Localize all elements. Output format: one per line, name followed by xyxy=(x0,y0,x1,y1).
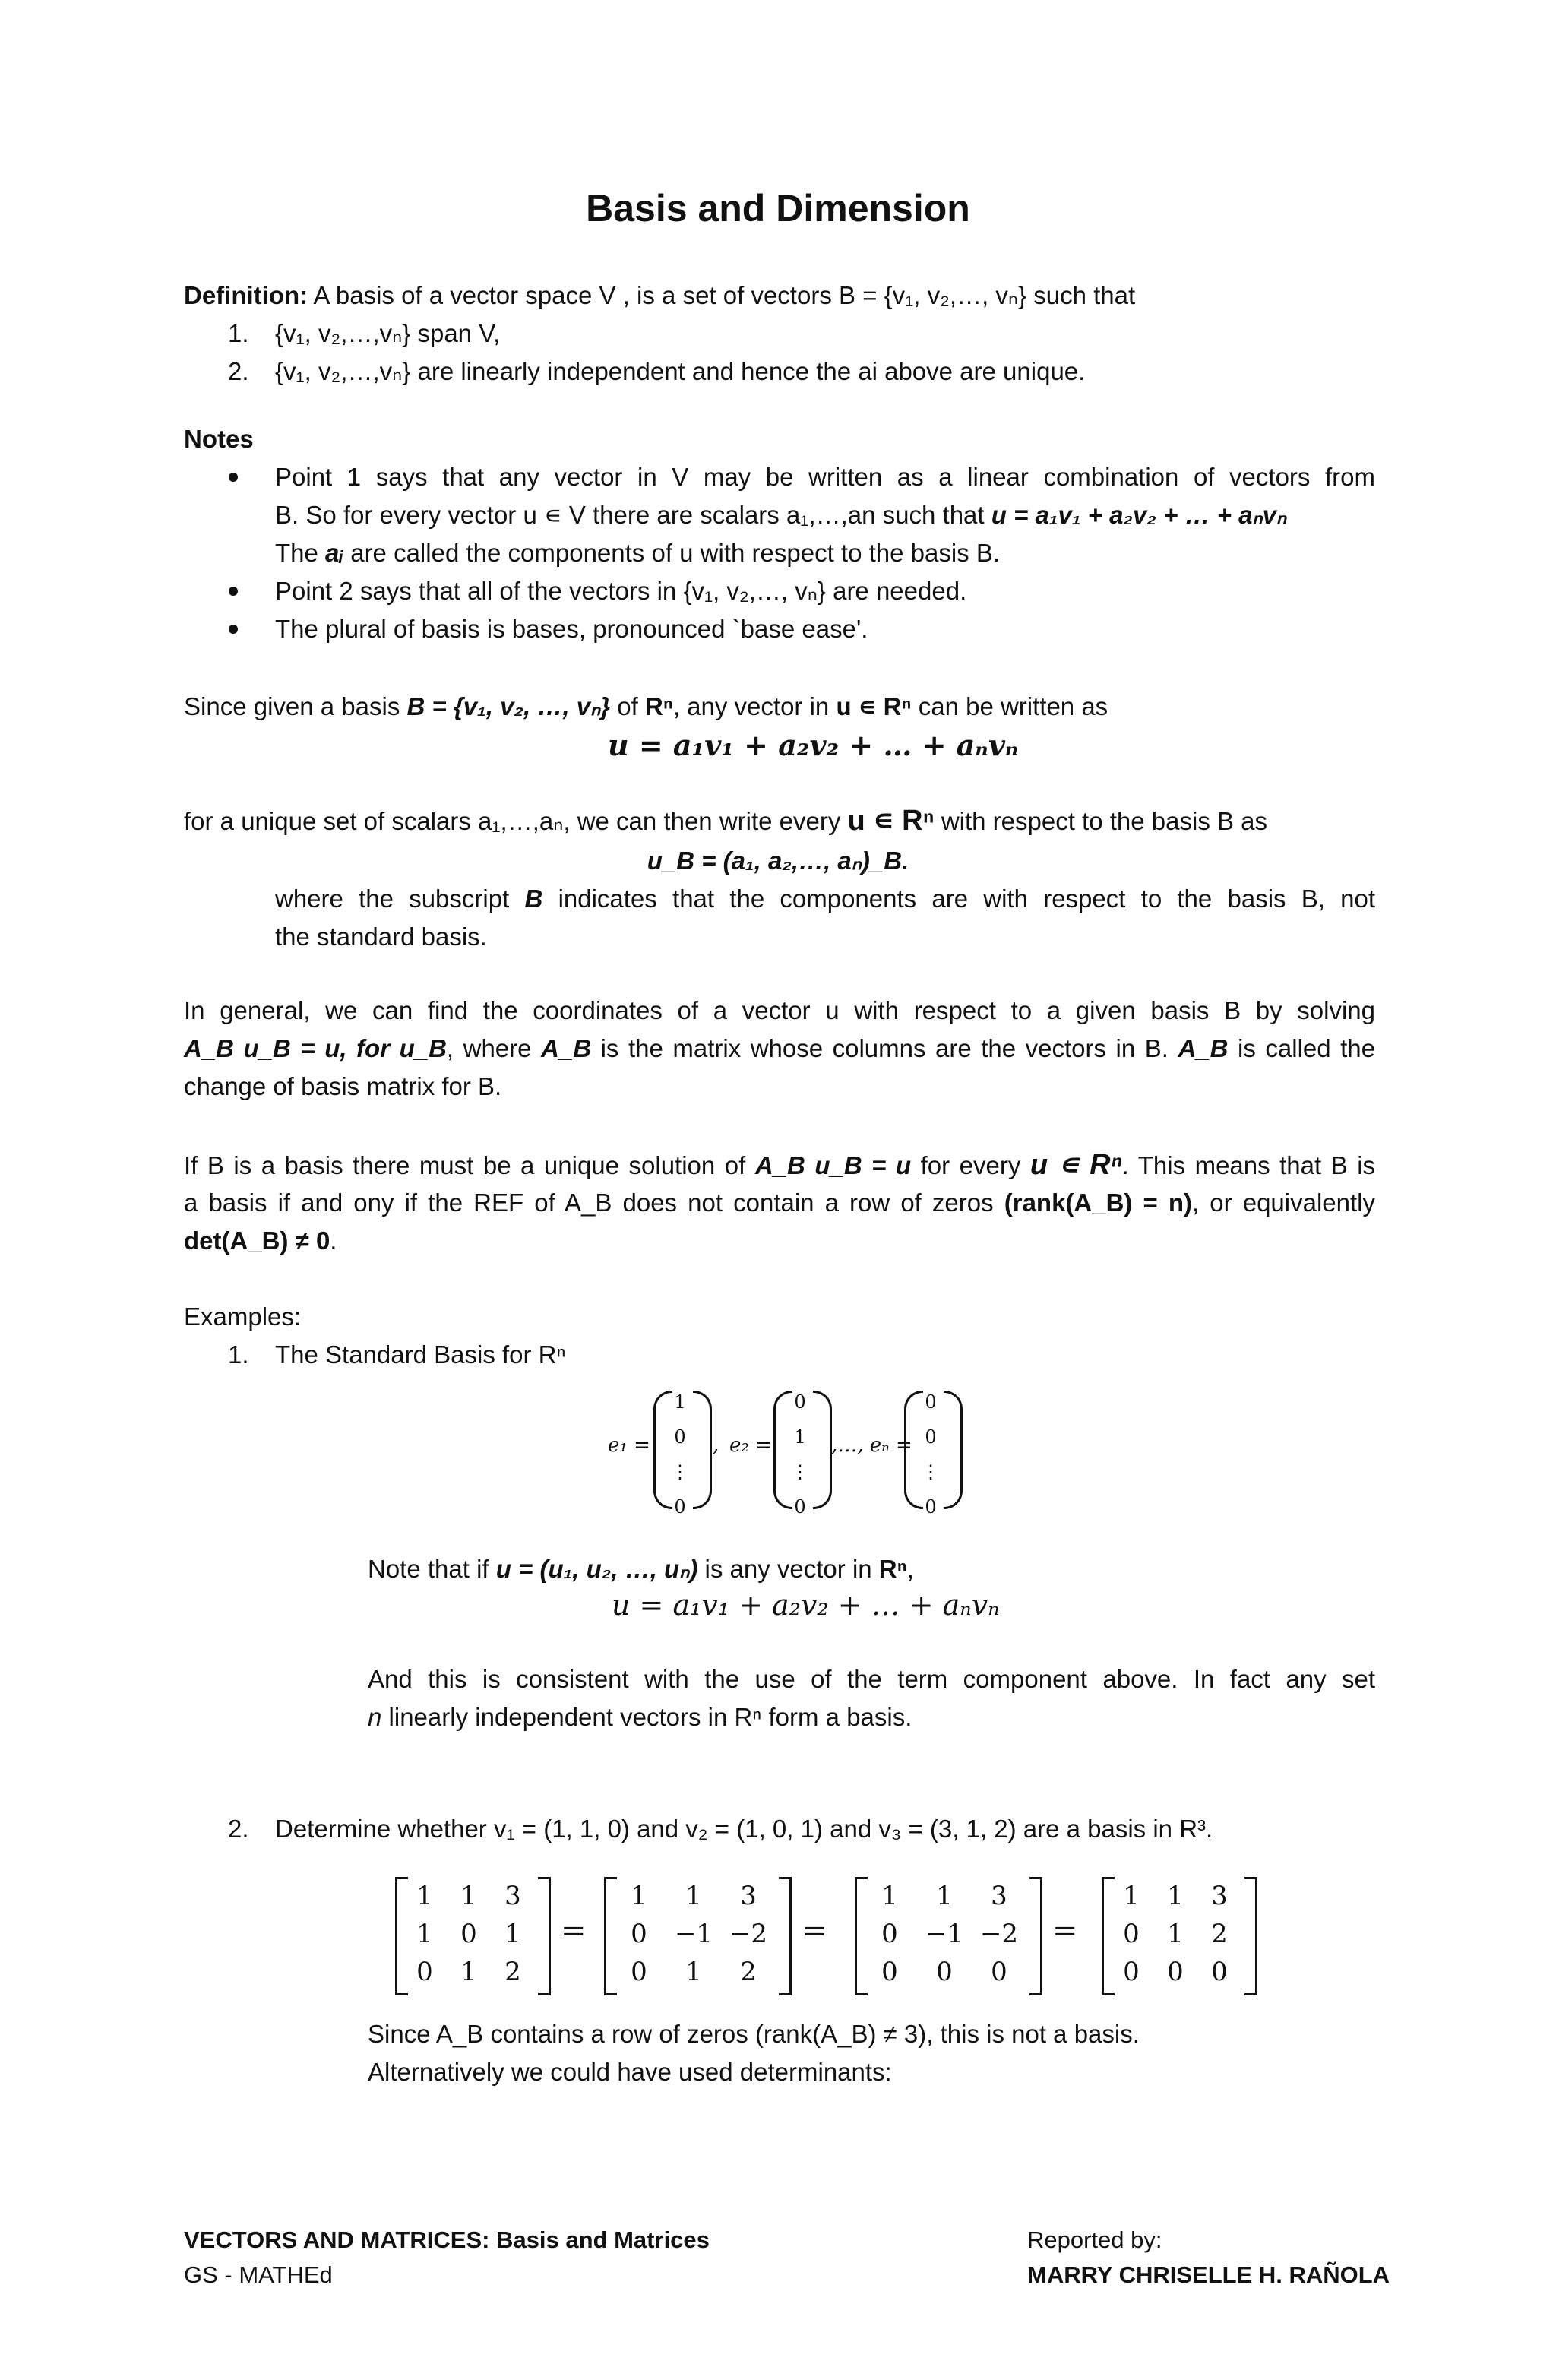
definition-paragraph xyxy=(184,277,1135,315)
matrix-3-cell-1-3: 3 xyxy=(991,1881,1007,1911)
footer-reported-by: Reported by: xyxy=(1027,2227,1162,2253)
e1-label: e₁ = xyxy=(608,1434,650,1457)
matrix-2-cell-2-3: −2 xyxy=(729,1919,768,1949)
consistent-line-2: n linearly independent vectors in Rⁿ form a basis. xyxy=(368,1703,912,1731)
matrix-3-cell-3-3: 0 xyxy=(991,1957,1007,1987)
matrix-4-cell-1-3: 3 xyxy=(1211,1881,1228,1911)
matrix-1-right-bracket xyxy=(538,1877,551,1995)
consistent-line-1: And this is consistent with the use of the term component above. In fact any set xyxy=(368,1665,1375,1693)
matrix-1-cell-2-3: 1 xyxy=(504,1919,521,1949)
matrix-4-cell-3-3: 0 xyxy=(1211,1957,1228,1987)
matrix-2-cell-3-1: 0 xyxy=(631,1957,647,1987)
note-1-line-2: B. So for every vector u ∊ V there are scalars a₁,…,an such that u = a₁v₁ + a₂v₂ + … + aₙvₙ xyxy=(275,501,1287,529)
definition-item-2: {v₁, v₂,…,vₙ} are linearly independent and hence the ai above are unique. xyxy=(275,357,1086,385)
examples-heading: Examples: xyxy=(184,1302,302,1331)
definition-text: A basis of a vector space V , is a set of vectors B = {v₁, v₂,…, vₙ} such that xyxy=(313,281,1136,309)
matrix-4-right-bracket xyxy=(1244,1877,1257,1995)
e2-label: e₂ = xyxy=(729,1434,772,1457)
note-line: Note that if u = (u₁, u₂, …, uₙ) is any vector in Rⁿ, xyxy=(368,1555,914,1583)
matrix-1-cell-3-3: 2 xyxy=(504,1957,521,1987)
separator-comma: , xyxy=(713,1434,719,1457)
matrix-1-cell-2-2: 0 xyxy=(460,1919,477,1949)
note-1-formula: u = a₁v₁ + a₂v₂ + … + aₙvₙ xyxy=(991,501,1287,529)
equals-sign-2: = xyxy=(802,1913,827,1948)
footer-course-title: VECTORS AND MATRICES: Basis and Matrices xyxy=(184,2227,710,2253)
note-2: Point 2 says that all of the vectors in {v₁, v₂,…, vₙ} are needed. xyxy=(275,577,967,605)
matrix-1-cell-1-3: 3 xyxy=(504,1881,521,1911)
matrix-2-cell-1-1: 1 xyxy=(631,1881,647,1911)
equals-sign-1: = xyxy=(561,1913,587,1948)
example-1-text: The Standard Basis for Rⁿ xyxy=(275,1340,566,1369)
where-line-2: the standard basis. xyxy=(275,923,487,951)
footer-program: GS - MATHEd xyxy=(184,2261,333,2288)
matrix-1-cell-1-2: 1 xyxy=(460,1881,477,1911)
equals-sign-3: = xyxy=(1052,1913,1078,1948)
conclusion-line-2: Alternatively we could have used determinants: xyxy=(368,2058,892,2086)
matrix-3-cell-1-2: 1 xyxy=(936,1881,953,1911)
bullet-2 xyxy=(229,587,238,596)
notes-heading: Notes xyxy=(184,425,254,453)
matrix-2-cell-2-2: −1 xyxy=(674,1919,713,1949)
definition-item-1: {v₁, v₂,…,vₙ} span V, xyxy=(275,319,501,347)
where-line-1: where the subscript B indicates that the components are with respect to the basis B, not xyxy=(275,885,1376,913)
general-line-3: change of basis matrix for B. xyxy=(184,1072,502,1100)
matrix-2-cell-2-1: 0 xyxy=(631,1919,647,1949)
note-equation: u = a₁v₁ + a₂v₂ + … + aₙvₙ xyxy=(612,1588,1000,1622)
conclusion-line-1: Since A_B contains a row of zeros (rank(A_B) ≠ 3), this is not a basis. xyxy=(368,2020,1140,2048)
en-vector: 0 0 ⋮ 0 xyxy=(922,1391,940,1518)
general-line-1: In general, we can find the coordinates of a vector u with respect to a given basis B by solving xyxy=(184,996,1375,1024)
example-1-num: 1. xyxy=(228,1340,249,1369)
e1-right-paren xyxy=(693,1391,712,1509)
example-2-text: Determine whether v₁ = (1, 1, 0) and v₂ = (1, 0, 1) and v₃ = (3, 1, 2) are a basis in R³. xyxy=(275,1815,1213,1843)
e2-right-paren xyxy=(813,1391,832,1509)
footer-reporter-name: MARRY CHRISELLE H. RAÑOLA xyxy=(1027,2261,1390,2288)
matrix-1-cell-3-2: 1 xyxy=(460,1957,477,1987)
matrix-4-cell-2-3: 2 xyxy=(1211,1919,1228,1949)
page-title: Basis and Dimension xyxy=(586,187,970,229)
e2-vector: 0 1 ⋮ 0 xyxy=(791,1391,809,1518)
ifb-line-2: a basis if and ony if the REF of A_B does not contain a row of zeros (rank(A_B) = n), or equivalently xyxy=(184,1188,1376,1217)
matrix-3-cell-2-2: −1 xyxy=(925,1919,964,1949)
matrix-1-cell-2-1: 1 xyxy=(416,1919,433,1949)
matrix-1-cell-1-1: 1 xyxy=(416,1881,433,1911)
general-line-2: A_B u_B = u, for u_B, where A_B is the matrix whose columns are the vectors in B. A_B is called the xyxy=(184,1034,1376,1062)
matrix-2-cell-3-2: 1 xyxy=(685,1957,702,1987)
en-label: ,…, eₙ = xyxy=(831,1434,912,1457)
matrix-4-cell-2-2: 1 xyxy=(1167,1919,1184,1949)
matrix-3-cell-3-2: 0 xyxy=(936,1957,953,1987)
since-line-1: Since given a basis B = {v₁, v₂, …, vₙ} of Rⁿ, any vector in u ∊ Rⁿ can be written as xyxy=(184,692,1108,720)
matrix-2-cell-1-2: 1 xyxy=(685,1881,702,1911)
matrix-4-cell-3-1: 0 xyxy=(1123,1957,1140,1987)
matrix-2-cell-1-3: 3 xyxy=(740,1881,757,1911)
matrix-2-right-bracket xyxy=(779,1877,792,1995)
bullet-1 xyxy=(229,473,238,482)
definition-label: Definition: xyxy=(184,281,308,309)
note-3: The plural of basis is bases, pronounced `base ease'. xyxy=(275,615,868,643)
matrix-3-cell-2-1: 0 xyxy=(881,1919,898,1949)
matrix-4-cell-3-2: 0 xyxy=(1167,1957,1184,1987)
matrix-3-cell-2-3: −2 xyxy=(979,1919,1019,1949)
matrix-4-cell-2-1: 0 xyxy=(1123,1919,1140,1949)
basis-equation: u = a₁v₁ + a₂v₂ + … + aₙvₙ xyxy=(608,728,1019,762)
ifb-line-1: If B is a basis there must be a unique solution of A_B u_B = u for every u ∊ Rⁿ. This means that B is xyxy=(184,1149,1376,1181)
coordinate-equation: u_B = (a₁, a₂,…, aₙ)_B. xyxy=(647,847,909,875)
matrix-3-right-bracket xyxy=(1029,1877,1042,1995)
matrix-4-cell-1-1: 1 xyxy=(1123,1881,1140,1911)
matrix-3-cell-3-1: 0 xyxy=(881,1957,898,1987)
definition-item-2-num: 2. xyxy=(228,357,249,385)
matrix-4-cell-1-2: 1 xyxy=(1167,1881,1184,1911)
note-1-line-3: The aᵢ are called the components of u with respect to the basis B. xyxy=(275,539,1001,567)
bullet-3 xyxy=(229,625,238,634)
matrix-2-cell-3-3: 2 xyxy=(740,1957,757,1987)
en-right-paren xyxy=(944,1391,963,1509)
matrix-3-cell-1-1: 1 xyxy=(881,1881,898,1911)
ifb-line-3: det(A_B) ≠ 0. xyxy=(184,1226,337,1255)
e1-vector: 1 0 ⋮ 0 xyxy=(671,1391,689,1518)
definition-item-1-num: 1. xyxy=(228,319,249,347)
matrix-1-cell-3-1: 0 xyxy=(416,1957,433,1987)
example-2-num: 2. xyxy=(228,1815,249,1843)
since-line-2: for a unique set of scalars a₁,…,aₙ, we can then write every u ∊ Rⁿ with respect to the basis B as xyxy=(184,805,1268,837)
note-1-line-1: Point 1 says that any vector in V may be written as a linear combination of vectors from xyxy=(275,463,1375,491)
